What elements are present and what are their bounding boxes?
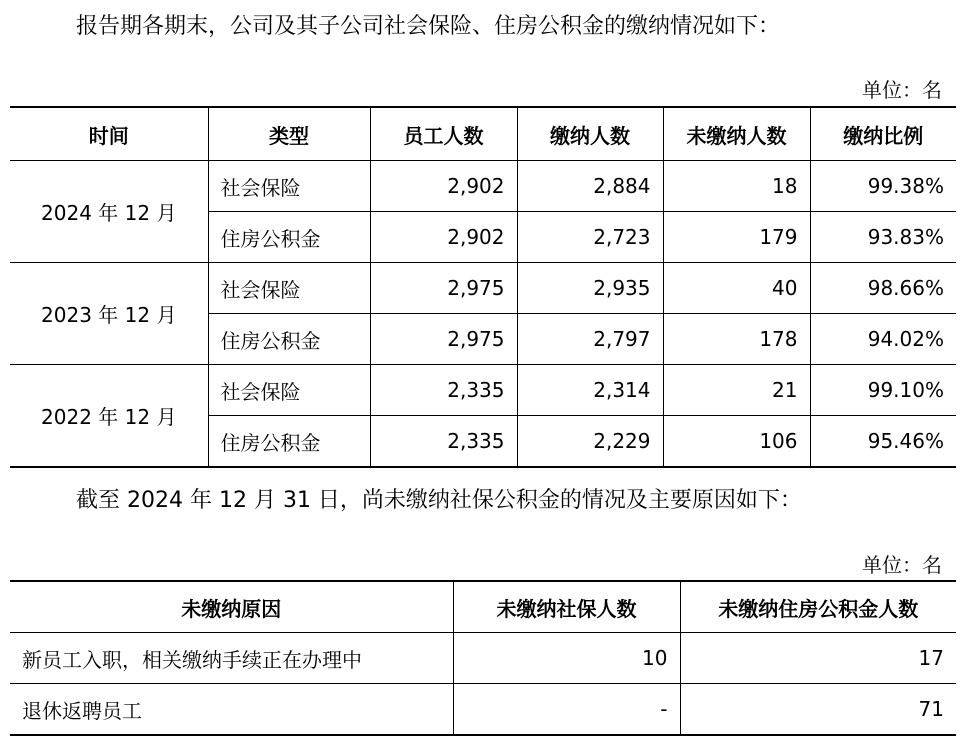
- unpaid-cell: 178: [663, 314, 810, 365]
- type-cell: 住房公积金: [208, 314, 370, 365]
- unpaid-cell: 21: [663, 365, 810, 416]
- header-employees: 员工人数: [370, 107, 517, 161]
- employees-cell: 2,902: [370, 212, 517, 263]
- unpaid-housing-cell: 17: [680, 633, 956, 684]
- employees-cell: 2,975: [370, 263, 517, 314]
- paid-cell: 2,314: [517, 365, 663, 416]
- type-cell: 社会保险: [208, 161, 370, 212]
- period-cell: 2024 年 12 月: [10, 161, 208, 263]
- header-unpaid-housing: 未缴纳住房公积金人数: [680, 581, 956, 633]
- unpaid-cell: 106: [663, 416, 810, 468]
- ratio-cell: 93.83%: [810, 212, 956, 263]
- period-cell: 2023 年 12 月: [10, 263, 208, 365]
- table-header-row: [10, 581, 956, 633]
- period-cell: 2022 年 12 月: [10, 365, 208, 468]
- header-type: 类型: [208, 107, 370, 161]
- unpaid-reasons-table: [10, 580, 956, 736]
- ratio-cell: 95.46%: [810, 416, 956, 468]
- unpaid-cell: 40: [663, 263, 810, 314]
- paid-cell: 2,723: [517, 212, 663, 263]
- header-ratio: 缴纳比例: [810, 107, 956, 161]
- ratio-cell: 99.10%: [810, 365, 956, 416]
- table-row: [10, 684, 956, 736]
- table-row: [10, 161, 956, 212]
- unpaid-housing-cell: 71: [680, 684, 956, 736]
- employees-cell: 2,975: [370, 314, 517, 365]
- table-header-row: [10, 107, 956, 161]
- employees-cell: 2,335: [370, 365, 517, 416]
- paid-cell: 2,884: [517, 161, 663, 212]
- unpaid-social-cell: -: [453, 684, 680, 736]
- paid-cell: 2,935: [517, 263, 663, 314]
- table-row: [10, 263, 956, 314]
- header-paid: 缴纳人数: [517, 107, 663, 161]
- ratio-cell: 98.66%: [810, 263, 956, 314]
- paid-cell: 2,229: [517, 416, 663, 468]
- unpaid-cell: 18: [663, 161, 810, 212]
- intro-paragraph: 报告期各期末，公司及其子公司社会保险、住房公积金的缴纳情况如下：: [76, 14, 781, 39]
- type-cell: 社会保险: [208, 365, 370, 416]
- ratio-cell: 94.02%: [810, 314, 956, 365]
- ratio-cell: 99.38%: [810, 161, 956, 212]
- unpaid-social-cell: 10: [453, 633, 680, 684]
- paid-cell: 2,797: [517, 314, 663, 365]
- reason-cell: 退休返聘员工: [10, 684, 453, 736]
- contribution-table: [10, 106, 956, 468]
- table-row: [10, 633, 956, 684]
- header-unpaid-social: 未缴纳社保人数: [453, 581, 680, 633]
- type-cell: 住房公积金: [208, 212, 370, 263]
- type-cell: 住房公积金: [208, 416, 370, 468]
- table-row: [10, 365, 956, 416]
- unit-label: 单位：名: [862, 553, 942, 577]
- header-reason: 未缴纳原因: [10, 581, 453, 633]
- header-unpaid: 未缴纳人数: [663, 107, 810, 161]
- unpaid-cell: 179: [663, 212, 810, 263]
- reasons-paragraph: 截至 2024 年 12 月 31 日，尚未缴纳社保公积金的情况及主要原因如下：: [76, 488, 802, 513]
- type-cell: 社会保险: [208, 263, 370, 314]
- reason-cell: 新员工入职，相关缴纳手续正在办理中: [10, 633, 453, 684]
- unit-label: 单位：名: [862, 78, 942, 102]
- header-time: 时间: [10, 107, 208, 161]
- employees-cell: 2,902: [370, 161, 517, 212]
- employees-cell: 2,335: [370, 416, 517, 468]
